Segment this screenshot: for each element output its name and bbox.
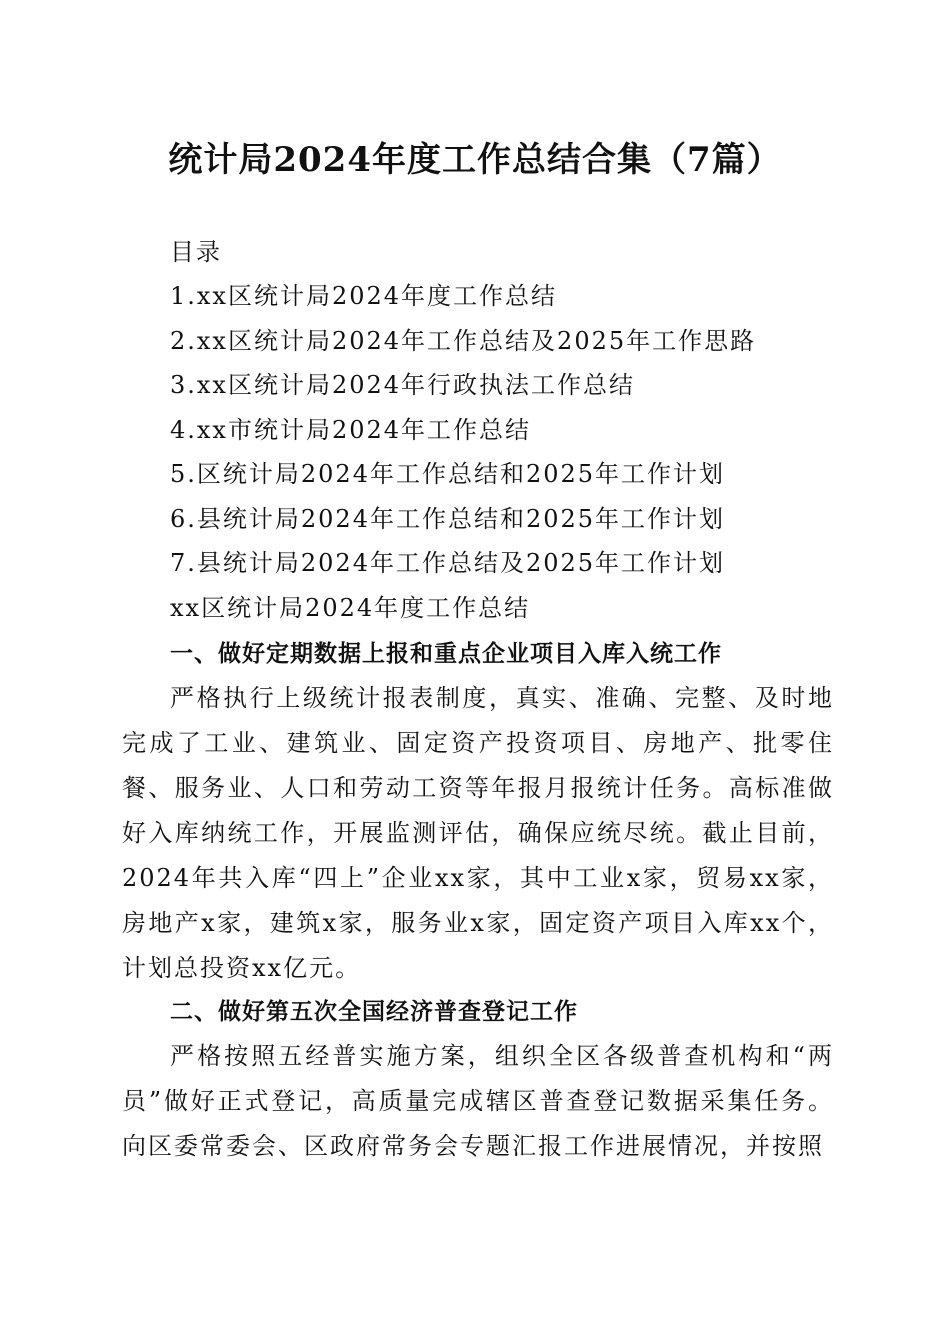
document-title: 统计局2024年度工作总结合集（7篇） [168, 140, 782, 180]
section-heading-1: 一、做好定期数据上报和重点企业项目入库入统工作 [170, 641, 722, 667]
toc-item: 5.区统计局2024年工作总结和2025年工作计划 [170, 460, 726, 488]
toc-heading: 目录 [170, 238, 222, 266]
section-heading-2: 二、做好第五次全国经济普查登记工作 [170, 999, 578, 1025]
toc-item: 4.xx市统计局2024年工作总结 [170, 415, 532, 444]
section-paragraph-2: 严格按照五经普实施方案，组织全区各级普查机构和“两员”做好正式登记，高质量完成辖区普查登记数据采集任务。向区委常委会、区政府常务会专题汇报工作进展情况，并按照 [122, 1042, 834, 1160]
article-title: xx区统计局2024年度工作总结 [170, 594, 531, 622]
toc-item: 3.xx区统计局2024年行政执法工作总结 [170, 371, 636, 399]
table-of-contents [170, 274, 756, 586]
toc-item: 2.xx区统计局2024年工作总结及2025年工作思路 [170, 326, 757, 355]
toc-item: 7.县统计局2024年工作总结及2025年工作计划 [170, 549, 726, 577]
toc-item: 6.县统计局2024年工作总结和2025年工作计划 [170, 504, 726, 533]
toc-item: 1.xx区统计局2024年度工作总结 [170, 282, 558, 310]
section-paragraph-1: 严格执行上级统计报表制度，真实、准确、完整、及时地完成了工业、建筑业、固定资产投资项目、房地产、批零住餐、服务业、人口和劳动工资等年报月报统计任务。高标准做好入库纳统工作，开展监测评估，确保应统尽统。截止目前，2024年共入库“四上”企业xx家，其中工业x家，贸易xx家，房地产x家，建筑x家，服务业x家，固定资产项目入库xx个，计划总投资xx亿元。 [122, 684, 834, 982]
